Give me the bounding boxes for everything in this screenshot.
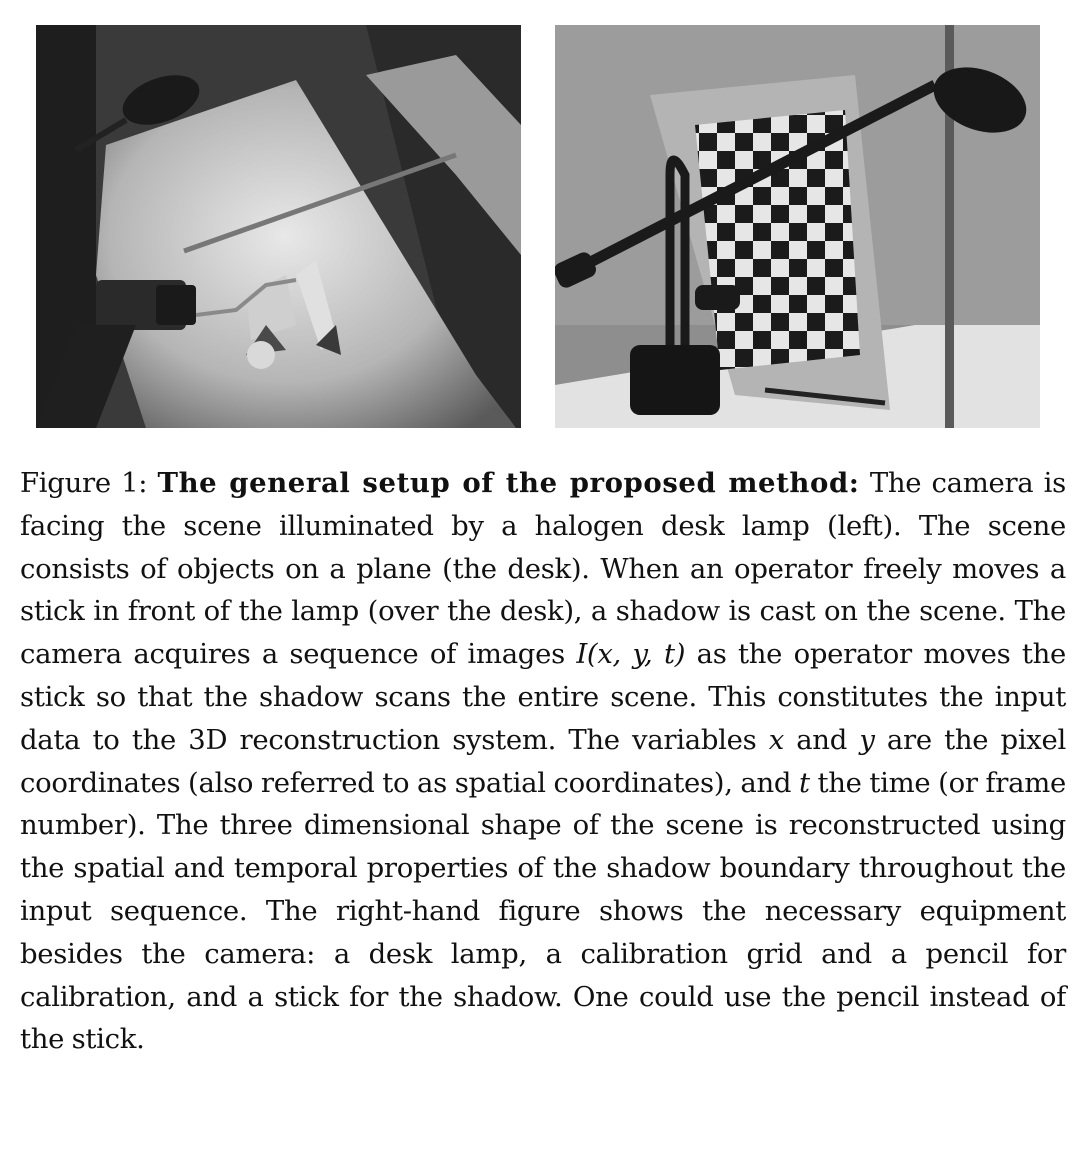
figure-label: Figure 1: bbox=[20, 467, 148, 499]
caption-math-t: t bbox=[798, 766, 810, 799]
scene-photo-illustration bbox=[36, 25, 521, 428]
figure-photo-right bbox=[555, 25, 1040, 428]
figure-caption bbox=[20, 462, 1066, 1061]
caption-text-2: as the operator moves the stick so that the shadow scans the entire scene. This constitutes the input data to the 3D reconstruction system. The variables bbox=[20, 638, 1067, 756]
figure-photo-left bbox=[36, 25, 521, 428]
caption-text-5: the time (or frame number). The three dimensional shape of the scene is reconstructed using the spatial and temporal properties of the shadow boundary throughout the input sequence. The right-hand figure shows the necessary equipment besides the camera: a desk lamp, a calibration grid and a pencil for calibration, and a stick for the shadow. One could use the pencil instead of the stick. bbox=[20, 766, 1066, 1056]
caption-text-4: are the pixel coordinates (also referred to as spatial coordinates), and bbox=[20, 723, 1066, 799]
figure-title: The general setup of the proposed method: bbox=[157, 467, 860, 499]
equipment-photo-illustration bbox=[555, 25, 1040, 428]
caption-math-y: y bbox=[859, 723, 875, 756]
caption-text-3: and bbox=[783, 723, 860, 756]
caption-math-x: x bbox=[768, 723, 784, 756]
caption-text-1: The camera is facing the scene illuminated by a halogen desk lamp (left). The scene consists of objects on a plane (the desk). When an operator freely moves a stick in front of the lamp (over the desk), a shadow is cast on the scene. The camera acquires a sequence of images bbox=[20, 467, 1066, 671]
caption-math-image-function: I(x, y, t) bbox=[576, 638, 686, 671]
